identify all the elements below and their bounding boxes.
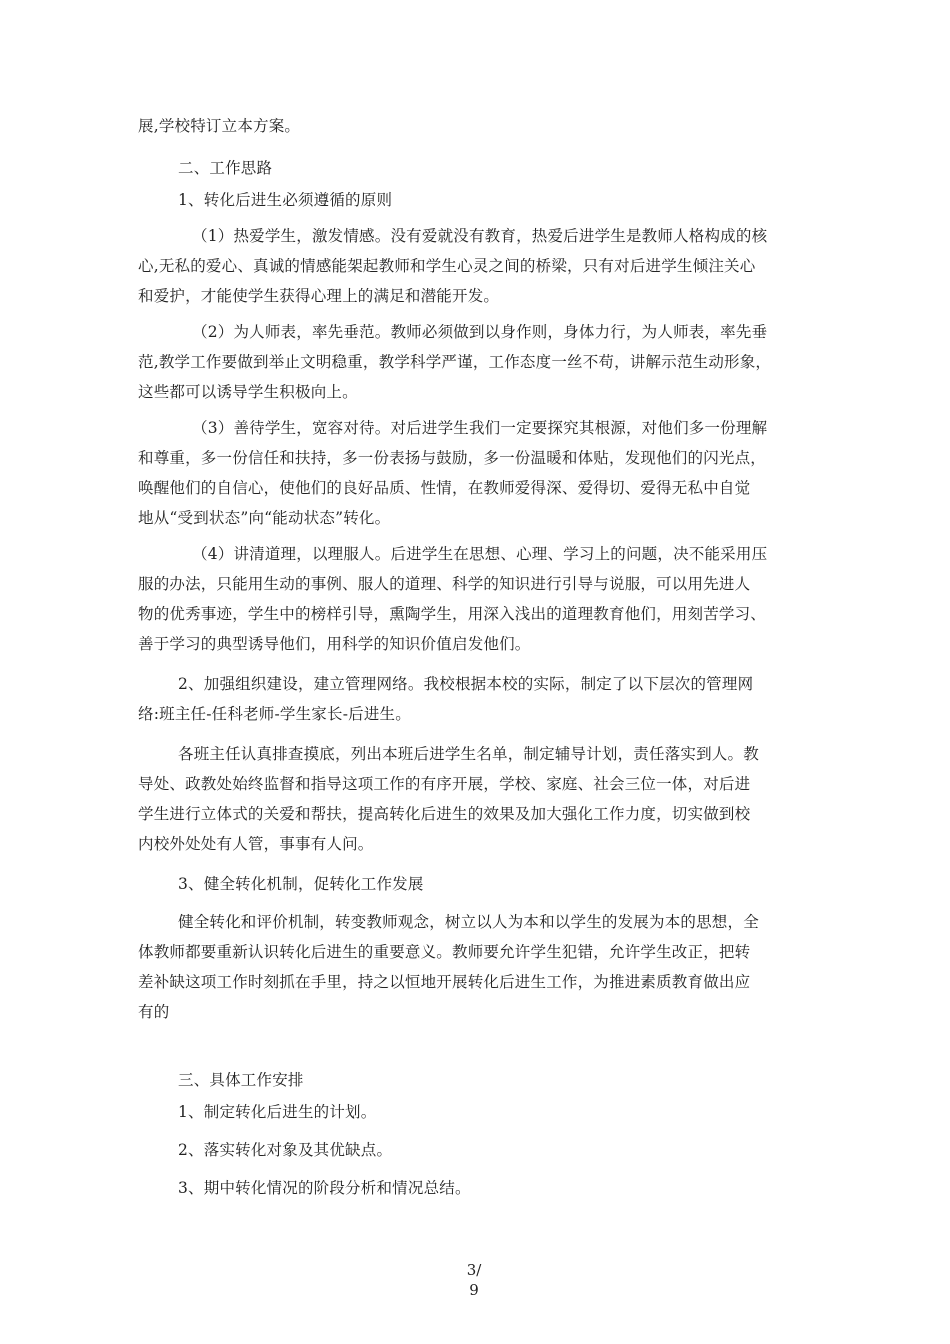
text-line: （1）热爱学生，激发情感。没有爱就没有教育，热爱后进学生是教师人格构成的核 <box>192 227 768 245</box>
text-line: 心,无私的爱心、真诚的情感能架起教师和学生心灵之间的桥梁，只有对后进学生倾注关心 <box>138 257 756 275</box>
text-line: 内校外处处有人管，事事有人问。 <box>138 835 374 853</box>
text-line: 各班主任认真排查摸底，列出本班后进学生名单，制定辅导计划，责任落实到人。教 <box>178 745 759 763</box>
text-line: （2）为人师表，率先垂范。教师必须做到以身作则，身体力行，为人师表，率先垂 <box>192 323 768 341</box>
subsection-heading: 1、转化后进生必须遵循的原则 <box>178 191 393 209</box>
list-item: 3、期中转化情况的阶段分析和情况总结。 <box>178 1179 471 1197</box>
text-line: 展,学校特订立本方案。 <box>138 117 301 135</box>
text-line: （3）善待学生，宽容对待。对后进学生我们一定要探究其根源，对他们多一份理解 <box>192 419 768 437</box>
section-heading: 二、工作思路 <box>178 159 273 177</box>
text-line: 这些都可以诱导学生积极向上。 <box>138 383 358 401</box>
text-line: 2、加强组织建设，建立管理网络。我校根据本校的实际，制定了以下层次的管理网 <box>178 675 754 693</box>
text-line: 学生进行立体式的关爱和帮扶，提高转化后进生的效果及加大强化工作力度，切实做到校 <box>138 805 751 823</box>
text-line: 范,教学工作要做到举止文明稳重，教学科学严谨，工作态度一丝不苟，讲解示范生动形象， <box>138 353 772 371</box>
text-line: 导处、政教处始终监督和指导这项工作的有序开展，学校、家庭、社会三位一体，对后进 <box>138 775 751 793</box>
page-number-top: 3/ <box>466 1261 482 1279</box>
subsection-heading: 3、健全转化机制，促转化工作发展 <box>178 875 424 893</box>
text-line: 健全转化和评价机制，转变教师观念，树立以人为本和以学生的发展为本的思想，全 <box>178 913 759 931</box>
text-line: 和尊重，多一份信任和扶持，多一份表扬与鼓励，多一份温暖和体贴，发现他们的闪光点， <box>138 449 767 467</box>
section-heading: 三、具体工作安排 <box>178 1071 304 1089</box>
list-item: 1、制定转化后进生的计划。 <box>178 1103 377 1121</box>
text-line: （4）讲清道理，以理服人。后进学生在思想、心理、学习上的问题，决不能采用压 <box>192 545 768 563</box>
text-line: 体教师都要重新认识转化后进生的重要意义。教师要允许学生犯错，允许学生改正，把转 <box>138 943 751 961</box>
text-line: 有的 <box>138 1003 170 1021</box>
text-line: 物的优秀事迹，学生中的榜样引导，熏陶学生，用深入浅出的道理教育他们，用刻苦学习、 <box>138 605 767 623</box>
text-line: 差补缺这项工作时刻抓在手里，持之以恒地开展转化后进生工作，为推进素质教育做出应 <box>138 973 751 991</box>
list-item: 2、落实转化对象及其优缺点。 <box>178 1141 393 1159</box>
text-line: 善于学习的典型诱导他们，用科学的知识价值启发他们。 <box>138 635 531 653</box>
text-line: 服的办法，只能用生动的事例、服人的道理、科学的知识进行引导与说服，可以用先进人 <box>138 575 751 593</box>
text-line: 和爱护，才能使学生获得心理上的满足和潜能开发。 <box>138 287 500 305</box>
page-number-bottom: 9 <box>469 1281 479 1299</box>
text-line: 络:班主任-任科老师-学生家长-后进生。 <box>138 705 411 723</box>
text-line: 唤醒他们的自信心，使他们的良好品质、性情，在教师爱得深、爱得切、爱得无私中自觉 <box>138 479 751 497</box>
text-line: 地从“受到状态”向“能动状态”转化。 <box>138 509 391 527</box>
